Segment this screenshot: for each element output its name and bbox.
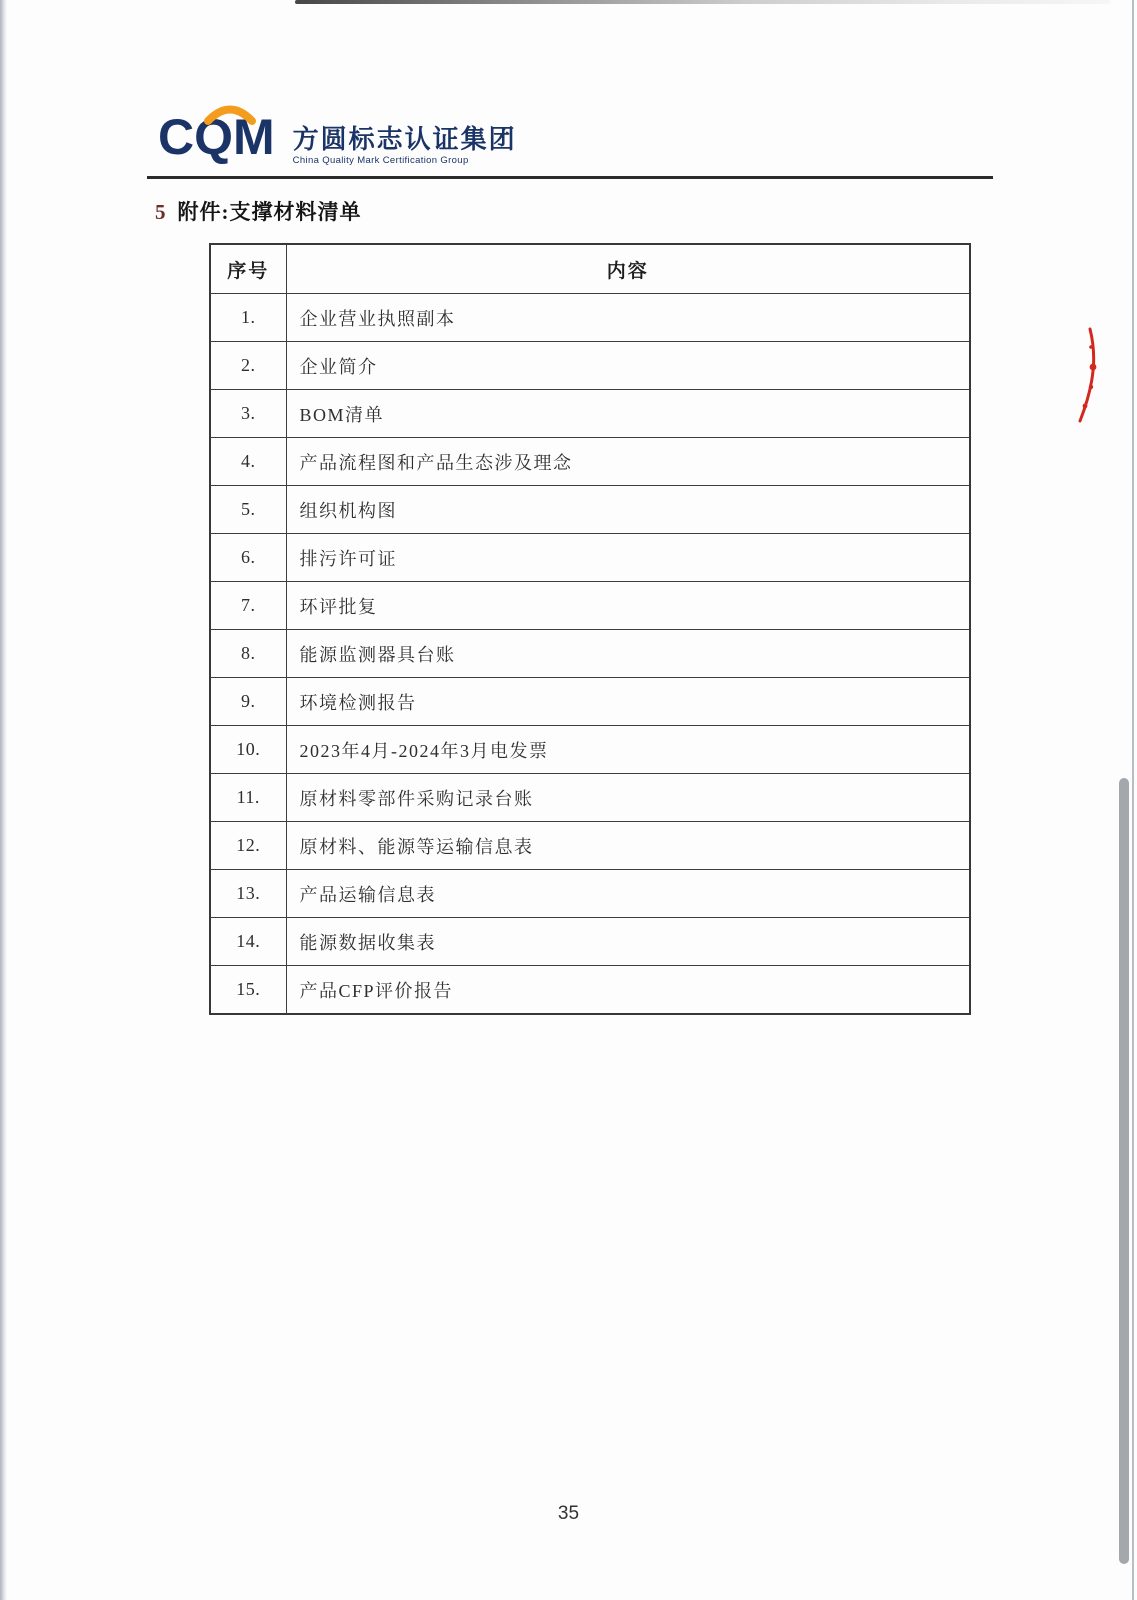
row-content-cell: 环境检测报告	[286, 678, 970, 726]
row-number-cell: 13.	[210, 870, 286, 918]
row-content-cell: 产品CFP评价报告	[286, 966, 970, 1015]
row-content-cell: 能源数据收集表	[286, 918, 970, 966]
scrollbar-thumb[interactable]	[1119, 778, 1129, 1564]
row-number-cell: 11.	[210, 774, 286, 822]
logo-names	[293, 110, 517, 166]
materials-table	[209, 243, 971, 1015]
column-header-content: 内容	[286, 244, 970, 294]
row-number-cell: 1.	[210, 294, 286, 342]
row-number-cell: 15.	[210, 966, 286, 1015]
materials-table-head	[210, 244, 970, 294]
red-ink-mark-icon	[1071, 325, 1099, 425]
row-content-cell: 2023年4月-2024年3月电发票	[286, 726, 970, 774]
table-row	[210, 342, 970, 390]
logo-orange-arc-icon	[204, 105, 256, 125]
row-number-cell: 6.	[210, 534, 286, 582]
table-row	[210, 390, 970, 438]
header-divider	[147, 176, 993, 179]
row-content-cell: 原材料零部件采购记录台账	[286, 774, 970, 822]
table-row	[210, 438, 970, 486]
table-row	[210, 294, 970, 342]
cqm-logo-acronym-wrap	[158, 110, 275, 164]
table-row	[210, 774, 970, 822]
section-heading-number: 5	[155, 200, 167, 224]
row-content-cell: 环评批复	[286, 582, 970, 630]
table-row	[210, 486, 970, 534]
section-heading-title: 附件:支撑材料清单	[177, 200, 362, 224]
row-number-cell: 14.	[210, 918, 286, 966]
logo-acronym: CQM	[158, 109, 275, 165]
row-content-cell: 原材料、能源等运输信息表	[286, 822, 970, 870]
scan-artifact-right-edge	[1132, 0, 1134, 1600]
cqm-logo	[158, 110, 517, 166]
row-number-cell: 10.	[210, 726, 286, 774]
row-content-cell: 产品运输信息表	[286, 870, 970, 918]
table-row	[210, 582, 970, 630]
row-number-cell: 12.	[210, 822, 286, 870]
table-row	[210, 534, 970, 582]
row-number-cell: 2.	[210, 342, 286, 390]
row-content-cell: 产品流程图和产品生态涉及理念	[286, 438, 970, 486]
logo-english-name: China Quality Mark Certification Group	[292, 155, 469, 166]
row-number-cell: 9.	[210, 678, 286, 726]
row-content-cell: 企业营业执照副本	[286, 294, 970, 342]
row-content-cell: 能源监测器具台账	[286, 630, 970, 678]
section-heading	[155, 196, 362, 226]
row-number-cell: 8.	[210, 630, 286, 678]
row-number-cell: 5.	[210, 486, 286, 534]
row-content-cell: BOM清单	[286, 390, 970, 438]
column-header-number: 序号	[210, 244, 286, 294]
scan-artifact-top	[295, 0, 1110, 4]
table-row	[210, 870, 970, 918]
table-row	[210, 630, 970, 678]
row-content-cell: 组织机构图	[286, 486, 970, 534]
page-number: 35	[557, 1503, 580, 1524]
row-number-cell: 4.	[210, 438, 286, 486]
table-row	[210, 822, 970, 870]
scan-artifact-left-edge	[0, 0, 7, 1600]
header-row	[210, 244, 970, 294]
materials-table-body	[210, 294, 970, 1015]
row-number-cell: 3.	[210, 390, 286, 438]
row-content-cell: 排污许可证	[286, 534, 970, 582]
table-row	[210, 966, 970, 1015]
table-row	[210, 726, 970, 774]
row-content-cell: 企业简介	[286, 342, 970, 390]
row-number-cell: 7.	[210, 582, 286, 630]
table-row	[210, 918, 970, 966]
logo-chinese-name: 方圆标志认证集团	[292, 124, 517, 154]
table-row	[210, 678, 970, 726]
